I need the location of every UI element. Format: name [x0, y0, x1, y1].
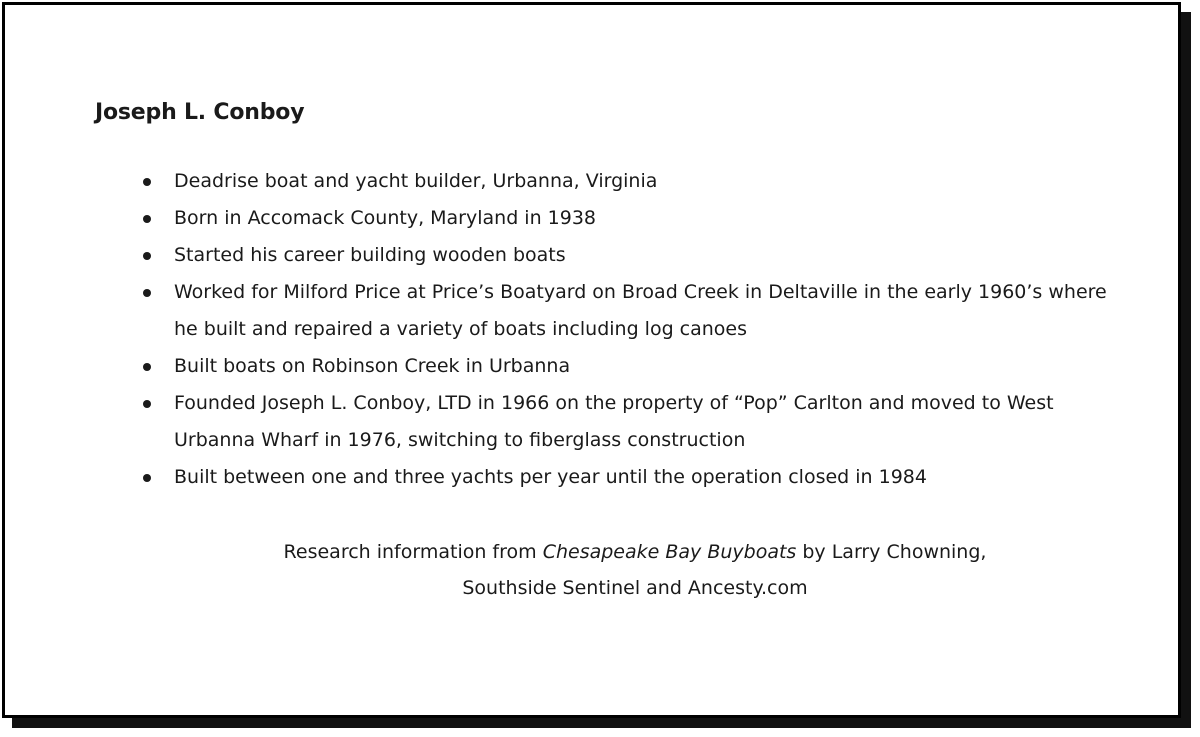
research-credit: [135, 534, 1135, 606]
list-item-text: Born in Accomack County, Maryland in 1938: [174, 207, 597, 229]
document-card: [2, 2, 1181, 718]
bullet-icon: [143, 474, 151, 482]
credit-prefix: Research information from: [283, 541, 543, 563]
credit-suffix: by Larry Chowning,: [796, 541, 987, 563]
facts-list: [136, 163, 1136, 496]
list-item: [136, 163, 1136, 200]
bullet-icon: [143, 252, 151, 260]
list-item: [136, 200, 1136, 237]
list-item: [136, 237, 1136, 274]
list-item: [136, 348, 1136, 385]
bullet-icon: [143, 178, 151, 186]
bullet-icon: [143, 215, 151, 223]
list-item-text: Deadrise boat and yacht builder, Urbanna, Virginia: [174, 170, 658, 192]
list-item-text: Built between one and three yachts per year until the operation closed in 1984: [174, 466, 927, 488]
list-item: [136, 385, 1136, 459]
credit-line-2: Southside Sentinel and Ancesty.com: [462, 577, 808, 599]
list-item-text: Founded Joseph L. Conboy, LTD in 1966 on the property of “Pop” Carlton and moved to West Urbanna Wharf in 1976, switching to fiberglass construction: [174, 392, 1054, 451]
list-item: [136, 459, 1136, 496]
bullet-icon: [143, 289, 151, 297]
list-item-text: Built boats on Robinson Creek in Urbanna: [174, 355, 571, 377]
page-title: Joseph L. Conboy: [95, 100, 305, 125]
list-item-text: Started his career building wooden boats: [174, 244, 566, 266]
list-item-text: Worked for Milford Price at Price’s Boatyard on Broad Creek in Deltaville in the early 1960’s where he built and repaired a variety of boats including log canoes: [174, 281, 1107, 340]
bullet-icon: [143, 400, 151, 408]
credit-line-1: [135, 534, 1135, 570]
bullet-icon: [143, 363, 151, 371]
list-item: [136, 274, 1136, 348]
credit-book-title: Chesapeake Bay Buyboats: [542, 541, 797, 563]
